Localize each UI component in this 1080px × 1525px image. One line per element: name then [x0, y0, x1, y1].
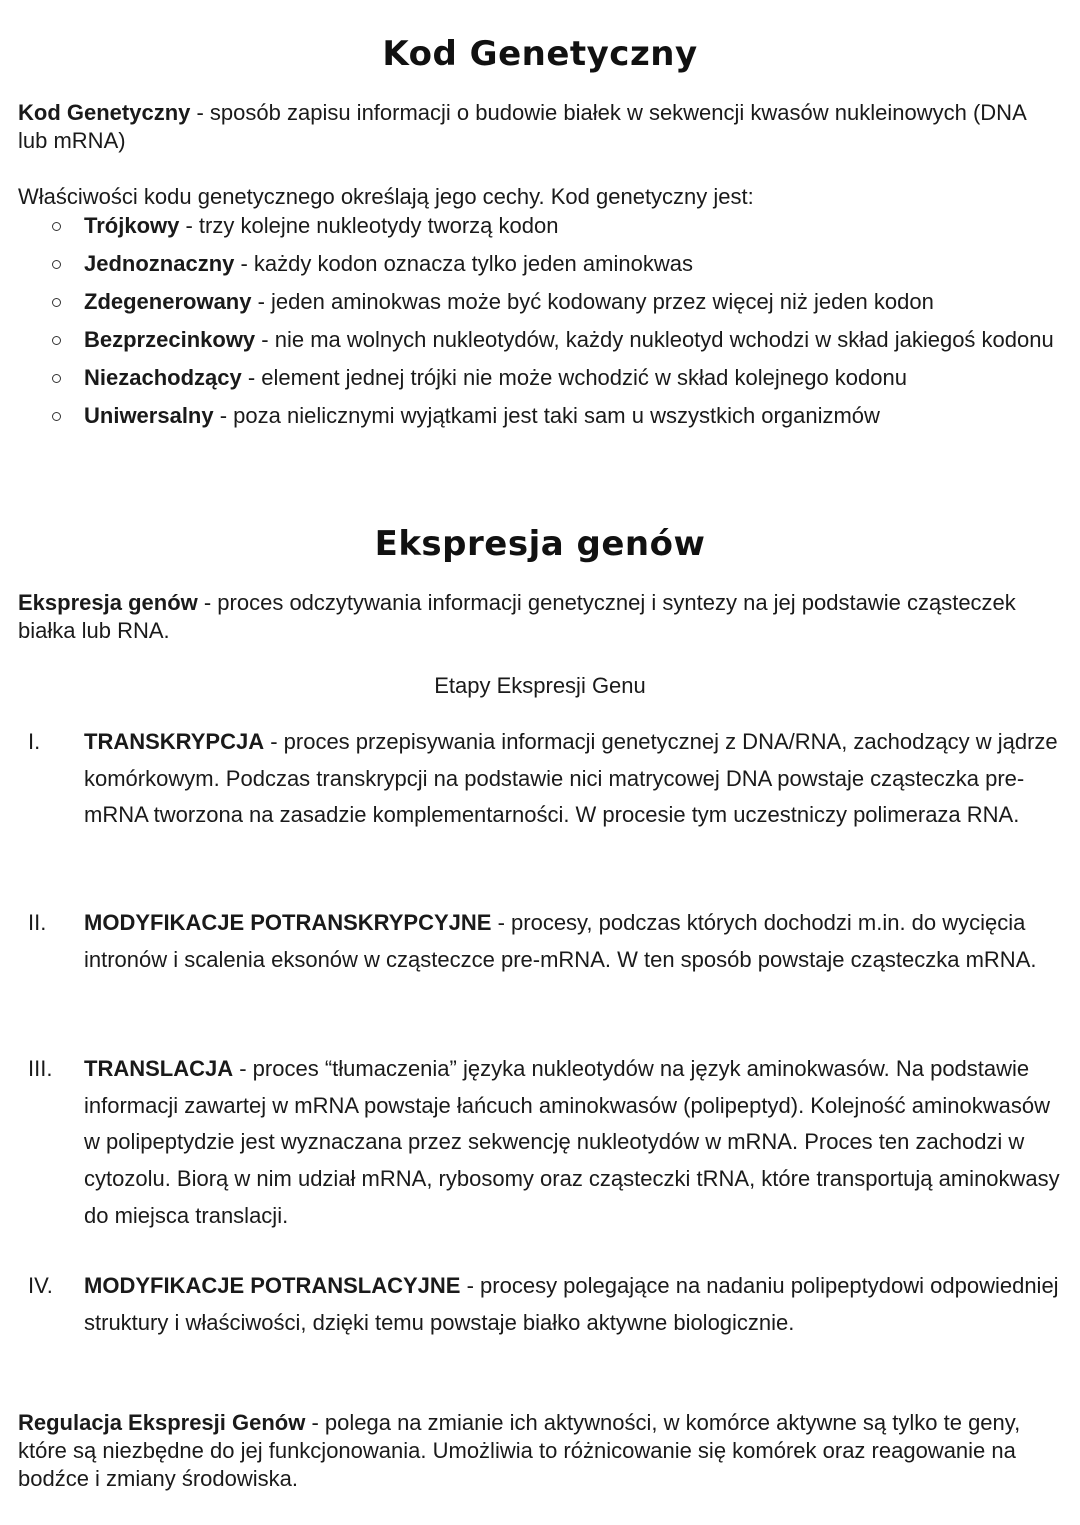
property-term: Trójkowy	[84, 213, 180, 238]
definition-text: - proces odczytywania informacji genetycznej i syntezy na jej podstawie cząsteczek białka lub RNA.	[18, 590, 1016, 643]
gene-expression-definition	[18, 589, 1058, 645]
stage-number: IV.	[28, 1273, 53, 1298]
stage-term: TRANSLACJA	[84, 1056, 234, 1081]
list-item	[50, 359, 1060, 397]
stages-subtitle: Etapy Ekspresji Genu	[434, 673, 646, 698]
list-item	[50, 283, 1060, 321]
stage-text: - proces przepisywania informacji genetycznej z DNA/RNA, zachodzący w jądrze komórkowym. Podczas transkrypcji na podstawie nici matrycowej DNA powstaje cząsteczka pre-mRNA tworzona na zasadzie komplementarności. W procesie tym uczestniczy polimeraza RNA.	[84, 729, 1058, 828]
stage-number: II.	[28, 910, 47, 935]
property-text: - poza nielicznymi wyjątkami jest taki sam u wszystkich organizmów	[213, 403, 880, 428]
list-item	[50, 397, 1060, 435]
stage-item	[18, 1268, 1063, 1341]
stage-text: - proces “tłumaczenia” języka nukleotydów na język aminokwasów. Na podstawie informacji zawartej w mRNA powstaje łańcuch aminokwasów (polipeptyd). Kolejność aminokwasów w polipeptydzie jest wyznaczana przez sekwencję nukleotydów w mRNA. Proces ten zachodzi w cytozolu. Biorą w nim udział mRNA, rybosomy oraz cząsteczki tRNA, które transportują aminokwasy do miejsca translacji.	[84, 1056, 1060, 1228]
stage-text: - procesy, podczas których dochodzi m.in. do wycięcia intronów i scalenia eksonów w cząsteczce pre-mRNA. W ten sposób powstaje cząsteczka mRNA.	[84, 910, 1037, 972]
regulation-paragraph	[18, 1409, 1058, 1493]
stage-text: - procesy polegające na nadaniu polipeptydowi odpowiedniej struktury i właściwości, dzięki temu powstaje białko aktywne biologicznie.	[84, 1273, 1059, 1335]
definition-text: - sposób zapisu informacji o budowie białek w sekwencji kwasów nukleinowych (DNA lub mRNA)	[18, 100, 1026, 153]
bullet-circle-icon	[52, 260, 61, 269]
section-title-gene-expression: Ekspresja genów	[374, 524, 706, 564]
bullet-circle-icon	[52, 374, 61, 383]
property-term: Niezachodzący	[84, 365, 242, 390]
property-term: Bezprzecinkowy	[84, 327, 256, 352]
stage-item	[18, 905, 1063, 978]
bullet-circle-icon	[52, 412, 61, 421]
list-item	[50, 245, 1060, 283]
stage-item	[18, 1051, 1063, 1235]
property-text: - jeden aminokwas może być kodowany przez więcej niż jeden kodon	[251, 289, 934, 314]
section-title-genetic-code: Kod Genetyczny	[382, 34, 698, 74]
definition-term: Kod Genetyczny	[18, 100, 191, 125]
property-text: - element jednej trójki nie może wchodzić w skład kolejnego kodonu	[241, 365, 907, 390]
stage-term: MODYFIKACJE POTRANSLACYJNE	[84, 1273, 461, 1298]
property-text: - trzy kolejne nukleotydy tworzą kodon	[179, 213, 559, 238]
stage-term: MODYFIKACJE POTRANSKRYPCYJNE	[84, 910, 492, 935]
bullet-circle-icon	[52, 222, 61, 231]
list-item	[50, 207, 1060, 245]
properties-list	[50, 207, 1060, 435]
regulation-text: - polega na zmianie ich aktywności, w komórce aktywne są tylko te geny, które są niezbędne do jej funkcjonowania. Umożliwia to różnicowanie się komórek oraz reagowanie na bodźce i zmiany środowiska.	[18, 1410, 1021, 1491]
stage-number: I.	[28, 729, 41, 754]
stage-item	[18, 724, 1063, 834]
property-term: Uniwersalny	[84, 403, 214, 428]
properties-intro: Właściwości kodu genetycznego określają jego cechy. Kod genetyczny jest:	[18, 184, 754, 209]
list-item	[50, 321, 1060, 359]
regulation-term: Regulacja Ekspresji Genów	[18, 1410, 306, 1435]
bullet-circle-icon	[52, 336, 61, 345]
stage-number: III.	[28, 1056, 53, 1081]
property-term: Jednoznaczny	[84, 251, 235, 276]
property-text: - każdy kodon oznacza tylko jeden aminokwas	[234, 251, 693, 276]
property-term: Zdegenerowany	[84, 289, 252, 314]
property-text: - nie ma wolnych nukleotydów, każdy nukleotyd wchodzi w skład jakiegoś kodonu	[255, 327, 1054, 352]
stage-term: TRANSKRYPCJA	[84, 729, 265, 754]
definition-term: Ekspresja genów	[18, 590, 198, 615]
bullet-circle-icon	[52, 298, 61, 307]
genetic-code-definition	[18, 99, 1058, 155]
